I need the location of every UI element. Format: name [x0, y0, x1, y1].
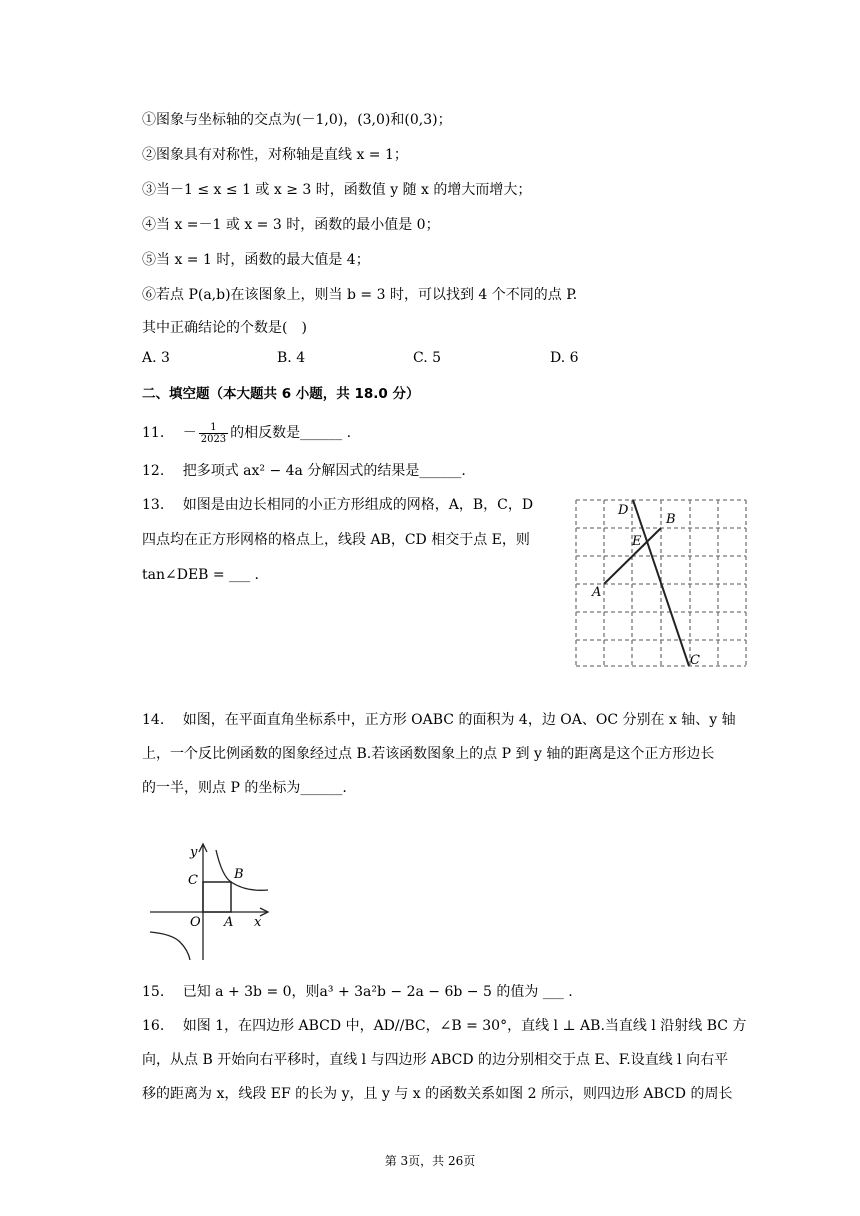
conclusion-3: ③当－1 ≤ x ≤ 1 或 x ≥ 3 时，函数值 y 随 x 的增大而增大；: [142, 182, 532, 198]
label-c: C: [690, 653, 700, 668]
conclusion-2: ②图象具有对称性，对称轴是直线 x = 1；: [142, 147, 408, 163]
question-14-line2: 上，一个反比例函数的图象经过点 B.若该函数图象上的点 P 到 y 轴的距离是这个正方形边长: [142, 746, 715, 762]
label-b: B: [666, 512, 676, 527]
label-e: E: [632, 534, 642, 549]
label-o: O: [190, 915, 201, 930]
question-15-text: 已知 a + 3b = 0，则a³ + 3a²b − 2a − 6b − 5 的值为 ___ .: [182, 984, 573, 1000]
question-15: [142, 982, 573, 1002]
question-number: 13.: [142, 497, 165, 513]
square-oabc: [203, 882, 231, 912]
question-12-text: 把多项式 ax² − 4a 分解因式的结果是______.: [182, 463, 466, 479]
question-11-text: 的相反数是______ .: [230, 425, 352, 441]
question-14-line3: 的一半，则点 P 的坐标为______.: [142, 780, 347, 796]
question-13-line3: tan∠DEB = ___ .: [142, 567, 259, 583]
question-text: 其中正确结论的个数是( ): [142, 320, 307, 336]
label-x: x: [254, 915, 262, 930]
question-number: 11.: [142, 425, 165, 441]
option-b[interactable]: B. 4: [277, 350, 306, 366]
label-b: B: [234, 867, 244, 882]
question-number: 16.: [142, 1018, 165, 1034]
label-d: D: [618, 503, 629, 518]
question-number: 12.: [142, 463, 165, 479]
option-a[interactable]: A. 3: [142, 350, 170, 366]
grid-figure: [570, 494, 780, 670]
question-16-line1: [142, 1016, 746, 1036]
page-footer: 第 3页，共 26页: [384, 1154, 476, 1168]
label-c: C: [188, 873, 198, 888]
question-11: [142, 420, 351, 446]
question-13-text: 如图是由边长相同的小正方形组成的网格，A，B，C，D: [182, 497, 534, 513]
neg-sign: －: [182, 425, 197, 441]
question-14-text: 如图，在平面直角坐标系中，正方形 OABC 的面积为 4，边 OA、OC 分别在 x 轴、y 轴: [182, 712, 736, 728]
question-number: 15.: [142, 984, 165, 1000]
question-14-line1: [142, 710, 736, 730]
question-16-line2: 向，从点 B 开始向右平移时，直线 l 与四边形 ABCD 的边分别相交于点 E、F.设直线 l 向右平: [142, 1052, 729, 1068]
question-16-line3: 移的距离为 x，线段 EF 的长为 y，且 y 与 x 的函数关系如图 2 所示，则四边形 ABCD 的周长: [142, 1086, 733, 1102]
question-13-line1: [142, 495, 533, 515]
coordinate-figure: [140, 838, 280, 962]
fraction: [199, 422, 228, 445]
label-y: y: [190, 845, 198, 860]
question-number: 14.: [142, 712, 165, 728]
conclusion-5: ⑤当 x = 1 时，函数的最大值是 4；: [142, 252, 370, 268]
option-c[interactable]: C. 5: [413, 350, 442, 366]
label-a: A: [592, 585, 602, 600]
question-16-text: 如图 1，在四边形 ABCD 中，AD//BC，∠B = 30°，直线 l ⊥ AB.当直线 l 沿射线 BC 方: [182, 1018, 747, 1034]
conclusion-4: ④当 x =－1 或 x = 3 时，函数的最小值是 0；: [142, 217, 440, 233]
question-12: [142, 461, 466, 481]
label-a: A: [224, 915, 234, 930]
conclusion-6: ⑥若点 P(a,b)在该图象上，则当 b = 3 时，可以找到 4 个不同的点 P.: [142, 287, 578, 303]
option-d[interactable]: D. 6: [550, 350, 579, 366]
fraction-denominator: 2023: [200, 433, 227, 445]
fraction-numerator: 1: [199, 422, 228, 434]
question-13-line2: 四点均在正方形网格的格点上，线段 AB，CD 相交于点 E，则: [142, 532, 530, 548]
section-title: 二、填空题（本大题共 6 小题，共 18.0 分）: [142, 386, 420, 402]
conclusion-1: ①图象与坐标轴的交点为(－1,0)，(3,0)和(0,3)；: [142, 112, 452, 128]
hyperbola-branch-2: [150, 932, 190, 960]
